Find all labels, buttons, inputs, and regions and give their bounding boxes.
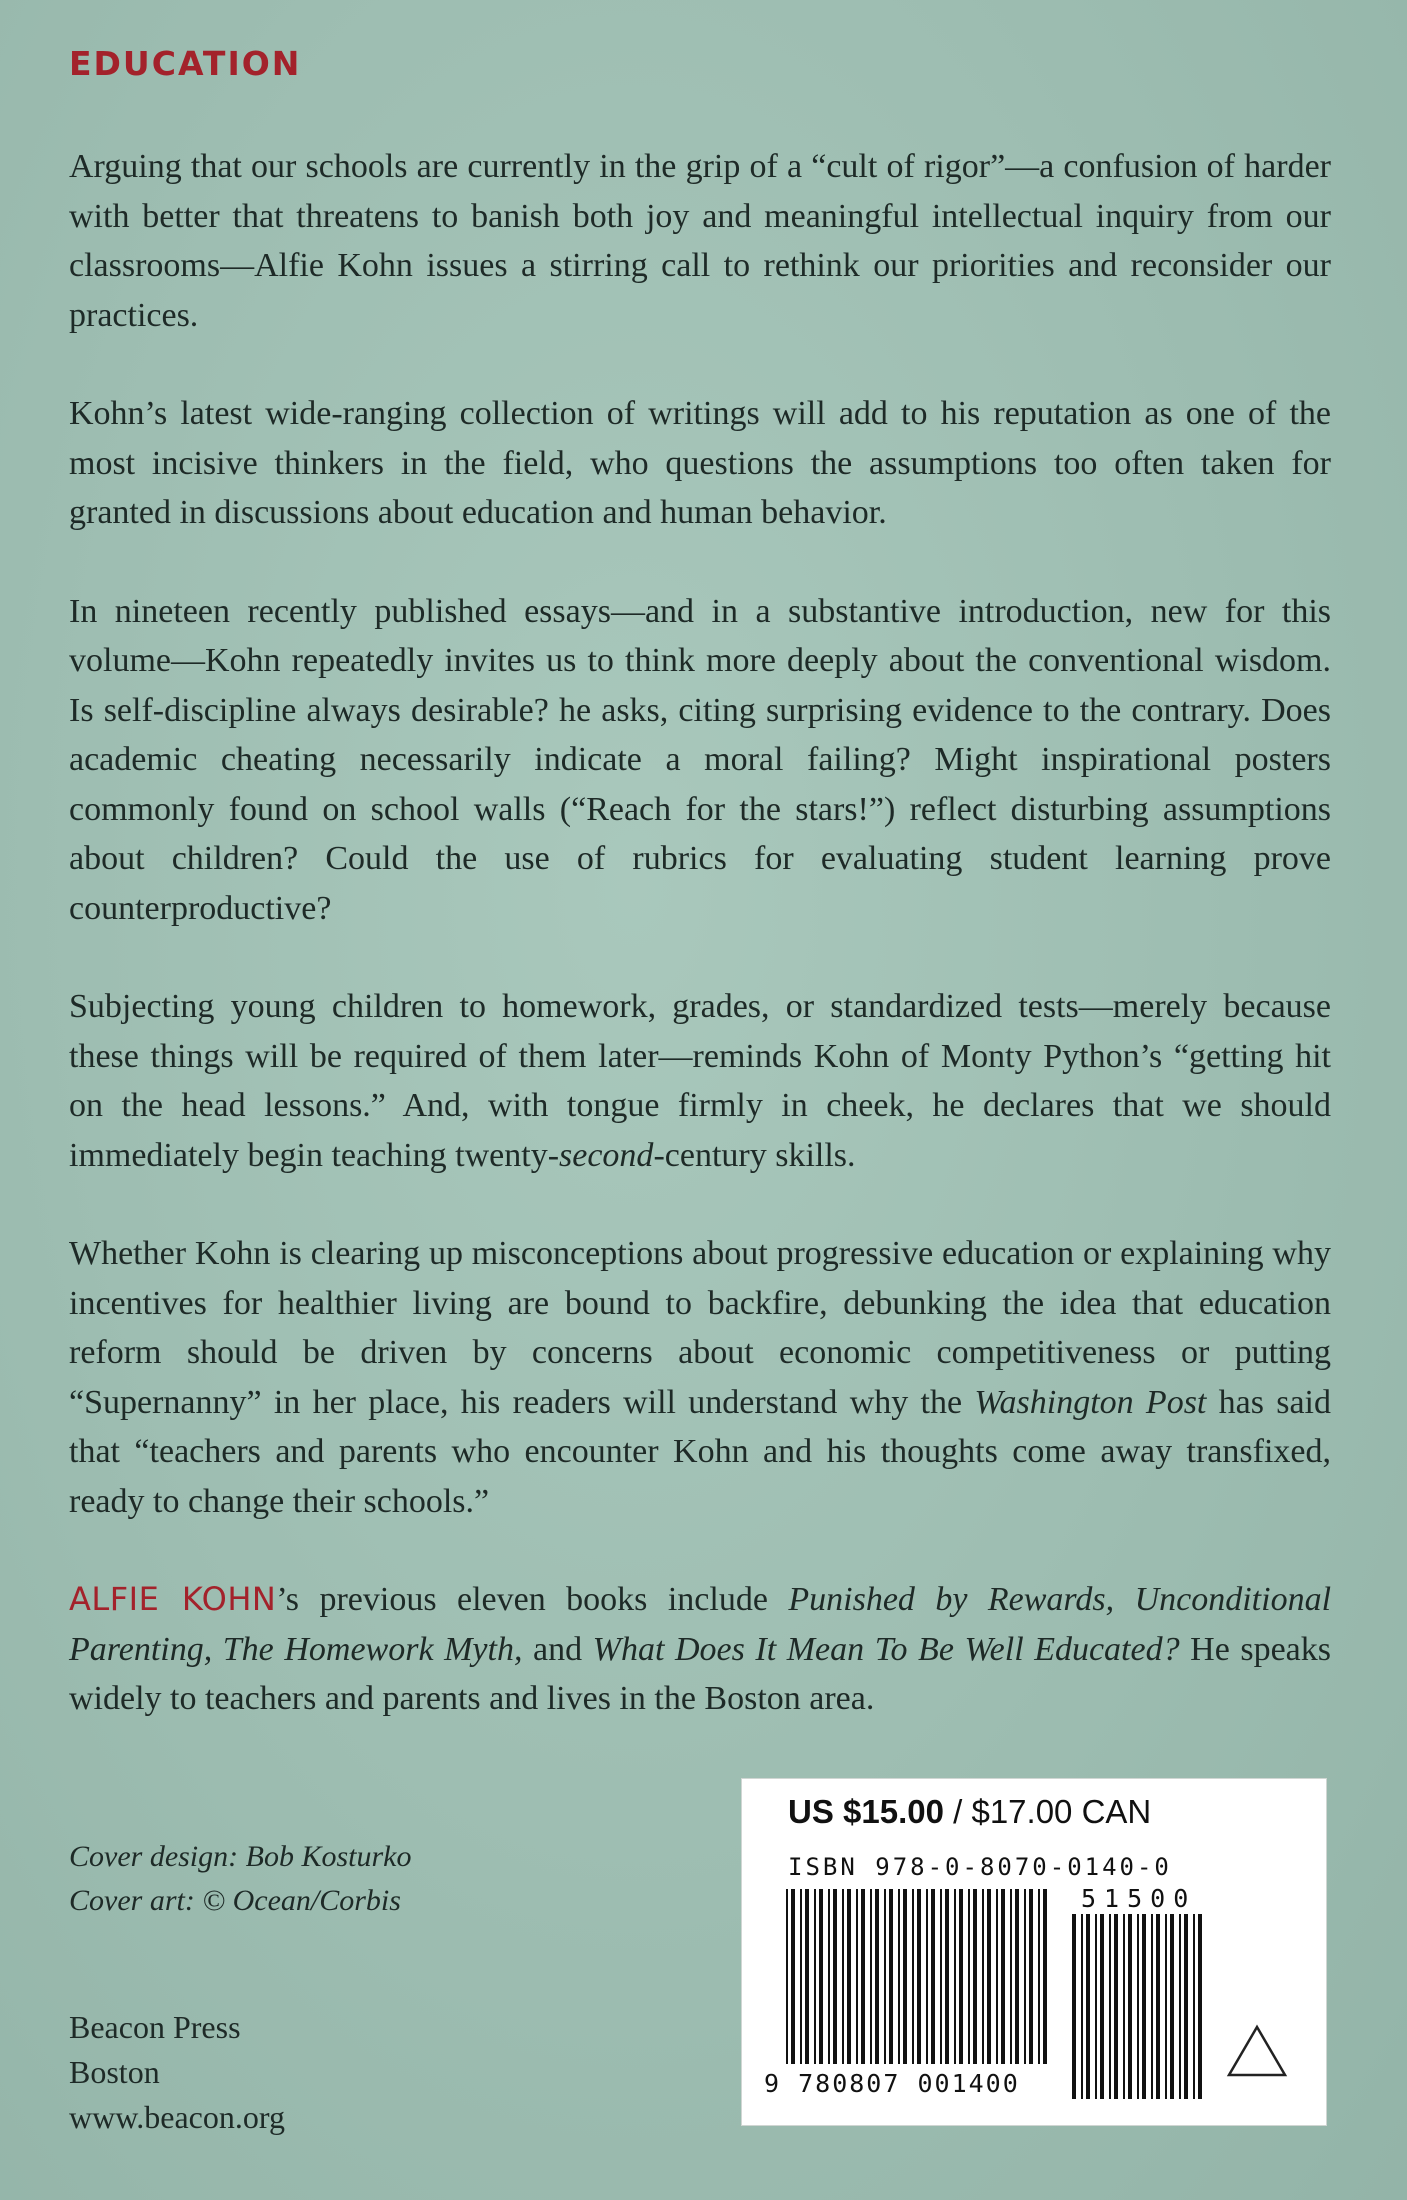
barcode-bar — [1179, 1914, 1181, 2099]
barcode-bar — [805, 1889, 809, 2064]
barcode-bar — [898, 1889, 900, 2064]
barcode-bar — [987, 1889, 991, 2064]
barcode-bar — [1128, 1914, 1132, 2099]
barcode-bar — [870, 1889, 872, 2064]
barcode-bar — [931, 1889, 935, 2064]
barcode-bar — [954, 1889, 956, 2064]
barcode-bar — [1198, 1914, 1202, 2099]
barcode-bar — [940, 1889, 942, 2064]
barcode-bar — [1095, 1914, 1097, 2099]
paragraph-homework: Subjecting young children to homework, grades, or standardized tests—merely because these things will be required of them later—reminds Kohn of Monty Python’s “getting hit on the head lessons.” And, with tongue firmly in cheek, he declares that we should immediately begin teaching twenty-second-century skills. — [69, 988, 1331, 1174]
barcode-bar — [1015, 1889, 1019, 2064]
barcode-bar — [1081, 1914, 1083, 2099]
barcode-bar — [875, 1889, 879, 2064]
barcode-bar — [926, 1889, 928, 2064]
barcode-bar — [1010, 1889, 1012, 2064]
barcode-bar — [884, 1889, 886, 2064]
addon-number: 51500 — [1081, 1884, 1197, 1913]
barcode-bar — [1170, 1914, 1174, 2099]
barcode-bar — [800, 1889, 802, 2064]
barcode-bar — [814, 1889, 816, 2064]
barcode-bar — [847, 1889, 851, 2064]
barcode-bar — [791, 1889, 795, 2064]
barcode-bar — [1137, 1914, 1139, 2099]
barcode-bar — [1086, 1914, 1090, 2099]
paragraph-intro: Arguing that our schools are currently in the grip of a “cult of rigor”—a confusion of harder with better that threatens to banish both joy and meaningful intellectual inquiry from our classrooms—Alfie Kohn issues a stirring call to rethink our priorities and reconsider our practices. — [69, 148, 1331, 334]
barcode-bar — [1123, 1914, 1125, 2099]
publication-title: Washington Post — [974, 1383, 1207, 1421]
publisher-info — [69, 2005, 285, 2140]
barcode-bar — [1024, 1889, 1026, 2064]
barcode-bar — [856, 1889, 858, 2064]
barcode-bar — [1072, 1914, 1076, 2099]
back-cover-copy — [69, 142, 1331, 1724]
barcode-bar — [1043, 1889, 1047, 2064]
cover-art-credit: Cover art: © Ocean/Corbis — [69, 1884, 401, 1917]
barcode-bar — [828, 1889, 830, 2064]
barcode-bar — [819, 1889, 823, 2064]
barcode-panel — [742, 1779, 1326, 2125]
barcode-bar — [1165, 1914, 1167, 2099]
barcode-bar — [842, 1889, 844, 2064]
barcode-bar — [917, 1889, 921, 2064]
barcode-bar — [1151, 1914, 1153, 2099]
author-name: ALFIE KOHN — [69, 1580, 277, 1618]
barcode-bar — [1038, 1889, 1040, 2064]
barcode-bar — [786, 1889, 788, 2064]
book-title: What Does It Mean To Be Well Educated? — [592, 1630, 1180, 1668]
triangle-icon — [1226, 2024, 1288, 2078]
author-bio: ALFIE KOHN’s previous eleven books include Punished by Rewards, Unconditional Parenting, The Homework Myth, and What Does It Mean To Be Well Educated? He speaks widely to teachers and parents and lives in the Boston area. — [69, 1580, 1332, 1717]
barcode-bar — [861, 1889, 865, 2064]
barcode-bar — [1109, 1914, 1111, 2099]
barcode-bar — [1142, 1914, 1146, 2099]
barcode-bar — [1100, 1914, 1104, 2099]
barcode-bar — [959, 1889, 963, 2064]
barcode-bar — [996, 1889, 998, 2064]
category-label: EDUCATION — [69, 44, 302, 83]
cover-credits — [69, 1835, 411, 1923]
publisher-city: Boston — [69, 2054, 160, 2090]
publisher-name: Beacon Press — [69, 2009, 241, 2045]
barcode-bar — [1001, 1889, 1005, 2064]
barcode-bar — [968, 1889, 970, 2064]
book-titles: Punished by Rewards, Unconditional Parenting, The Homework Myth, — [69, 1581, 1332, 1668]
barcode-bar — [1156, 1914, 1160, 2099]
barcode-bar — [912, 1889, 914, 2064]
barcode-bar — [1114, 1914, 1118, 2099]
italic-emphasis: second — [559, 1136, 654, 1174]
barcode-bar — [889, 1889, 893, 2064]
paragraph-summary: Whether Kohn is clearing up misconceptions about progressive education or explaining why incentives for healthier living are bound to backfire, debunking the idea that education reform should be driven by concerns about economic competitiveness or putting “Supernanny” in her place, his readers will understand why the Washington Post has said that “teachers and parents who encounter Kohn and his thoughts come away transfixed, ready to change their schools.” — [69, 1235, 1331, 1520]
ean-digits: 9 780807 001400 — [764, 2069, 1020, 2098]
publisher-url: www.beacon.org — [69, 2099, 285, 2135]
price-label: US $15.00 / $17.00 CAN — [788, 1793, 1152, 1830]
barcode-bar — [945, 1889, 949, 2064]
barcode-bar — [833, 1889, 837, 2064]
barcode-bar — [1193, 1914, 1195, 2099]
barcode-bar — [903, 1889, 907, 2064]
paragraph-essays: In nineteen recently published essays—and in a substantive introduction, new for this volume—Kohn repeatedly invites us to think more deeply about the conventional wisdom. Is self-discipline always desirable? he asks, citing surprising evidence to the contrary. Does academic cheating necessarily indicate a moral failing? Might inspirational posters commonly found on school walls (“Reach for the stars!”) reflect disturbing assumptions about children? Could the use of rubrics for evaluating student learning prove counterproductive? — [69, 592, 1331, 927]
barcode-bar — [1184, 1914, 1188, 2099]
cover-design-credit: Cover design: Bob Kosturko — [69, 1840, 412, 1873]
paragraph-reputation: Kohn’s latest wide-ranging collection of writings will add to his reputation as one of the most incisive thinkers in the field, who questions the assumptions too often taken for granted in discussions about education and human behavior. — [69, 395, 1331, 531]
barcode-bar — [982, 1889, 984, 2064]
isbn-label: ISBN 978-0-8070-0140-0 — [788, 1853, 1172, 1881]
barcode-bar — [973, 1889, 977, 2064]
barcode-bar — [1029, 1889, 1033, 2064]
